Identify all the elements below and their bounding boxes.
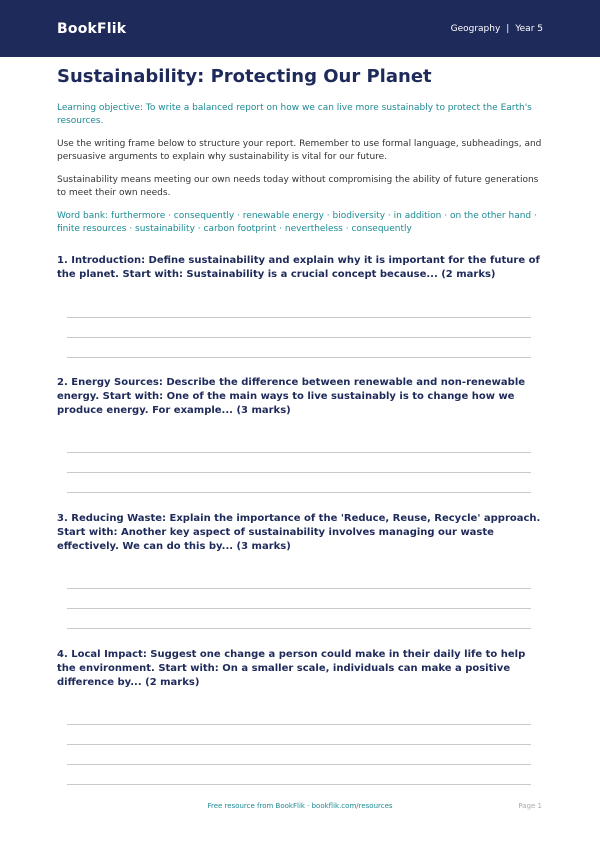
definition-text: Sustainability means meeting our own needs today without compromising the ability of future generations to meet their own needs. xyxy=(57,175,539,198)
answer-line[interactable] xyxy=(67,492,531,493)
meta-separator: | xyxy=(506,23,510,34)
answer-line[interactable] xyxy=(67,744,531,745)
question-3: 3. Reducing Waste: Explain the importance of the 'Reduce, Reuse, Recycle' approach. Start with: Another key aspect of sustainability involves managing our waste effectively. We can do this by... (3 marks) xyxy=(57,513,541,552)
answer-line[interactable] xyxy=(67,764,531,765)
header-meta xyxy=(451,24,543,34)
answer-line[interactable] xyxy=(67,628,531,629)
footer-text: Free resource from BookFlik · bookflik.com/resources xyxy=(207,802,393,810)
answer-line[interactable] xyxy=(67,608,531,609)
question-2: 2. Energy Sources: Describe the difference between renewable and non-renewable energy. Start with: One of the main ways to live sustainably is to change how we produce energy. For example... (3 marks) xyxy=(57,377,526,416)
answer-line[interactable] xyxy=(67,317,531,318)
header-bar xyxy=(0,0,600,57)
page-number: Page 1 xyxy=(518,802,542,810)
subject-label: Geography xyxy=(450,23,501,34)
answer-line[interactable] xyxy=(67,357,531,358)
answer-line[interactable] xyxy=(67,724,531,725)
learning-objective: Learning objective: To write a balanced report on how we can live more sustainably to protect the Earth's resources. xyxy=(57,103,532,126)
word-bank: Word bank: furthermore · consequently · renewable energy · biodiversity · in addition · on the other hand · finite resources · sustainability · carbon footprint · nevertheless · consequently xyxy=(57,211,537,234)
intro-section xyxy=(57,66,543,236)
answer-line[interactable] xyxy=(67,588,531,589)
question-1: 1. Introduction: Define sustainability and explain why it is important for the future of the planet. Start with: Sustainability is a crucial concept because... (2 marks) xyxy=(57,255,540,280)
footer xyxy=(0,802,600,814)
answer-line[interactable] xyxy=(67,784,531,785)
answer-line[interactable] xyxy=(67,337,531,338)
year-label: Year 5 xyxy=(515,23,543,34)
page-title: Sustainability: Protecting Our Planet xyxy=(57,66,432,87)
instructions-text: Use the writing frame below to structure your report. Remember to use formal language, subheadings, and persuasive arguments to explain why sustainability is vital for our future. xyxy=(57,139,542,162)
answer-line[interactable] xyxy=(67,472,531,473)
question-4: 4. Local Impact: Suggest one change a person could make in their daily life to help the environment. Start with: On a smaller scale, individuals can make a positive difference by... (2 marks) xyxy=(57,649,526,688)
answer-line[interactable] xyxy=(67,452,531,453)
brand-logo-text: BookFlik xyxy=(57,20,127,37)
